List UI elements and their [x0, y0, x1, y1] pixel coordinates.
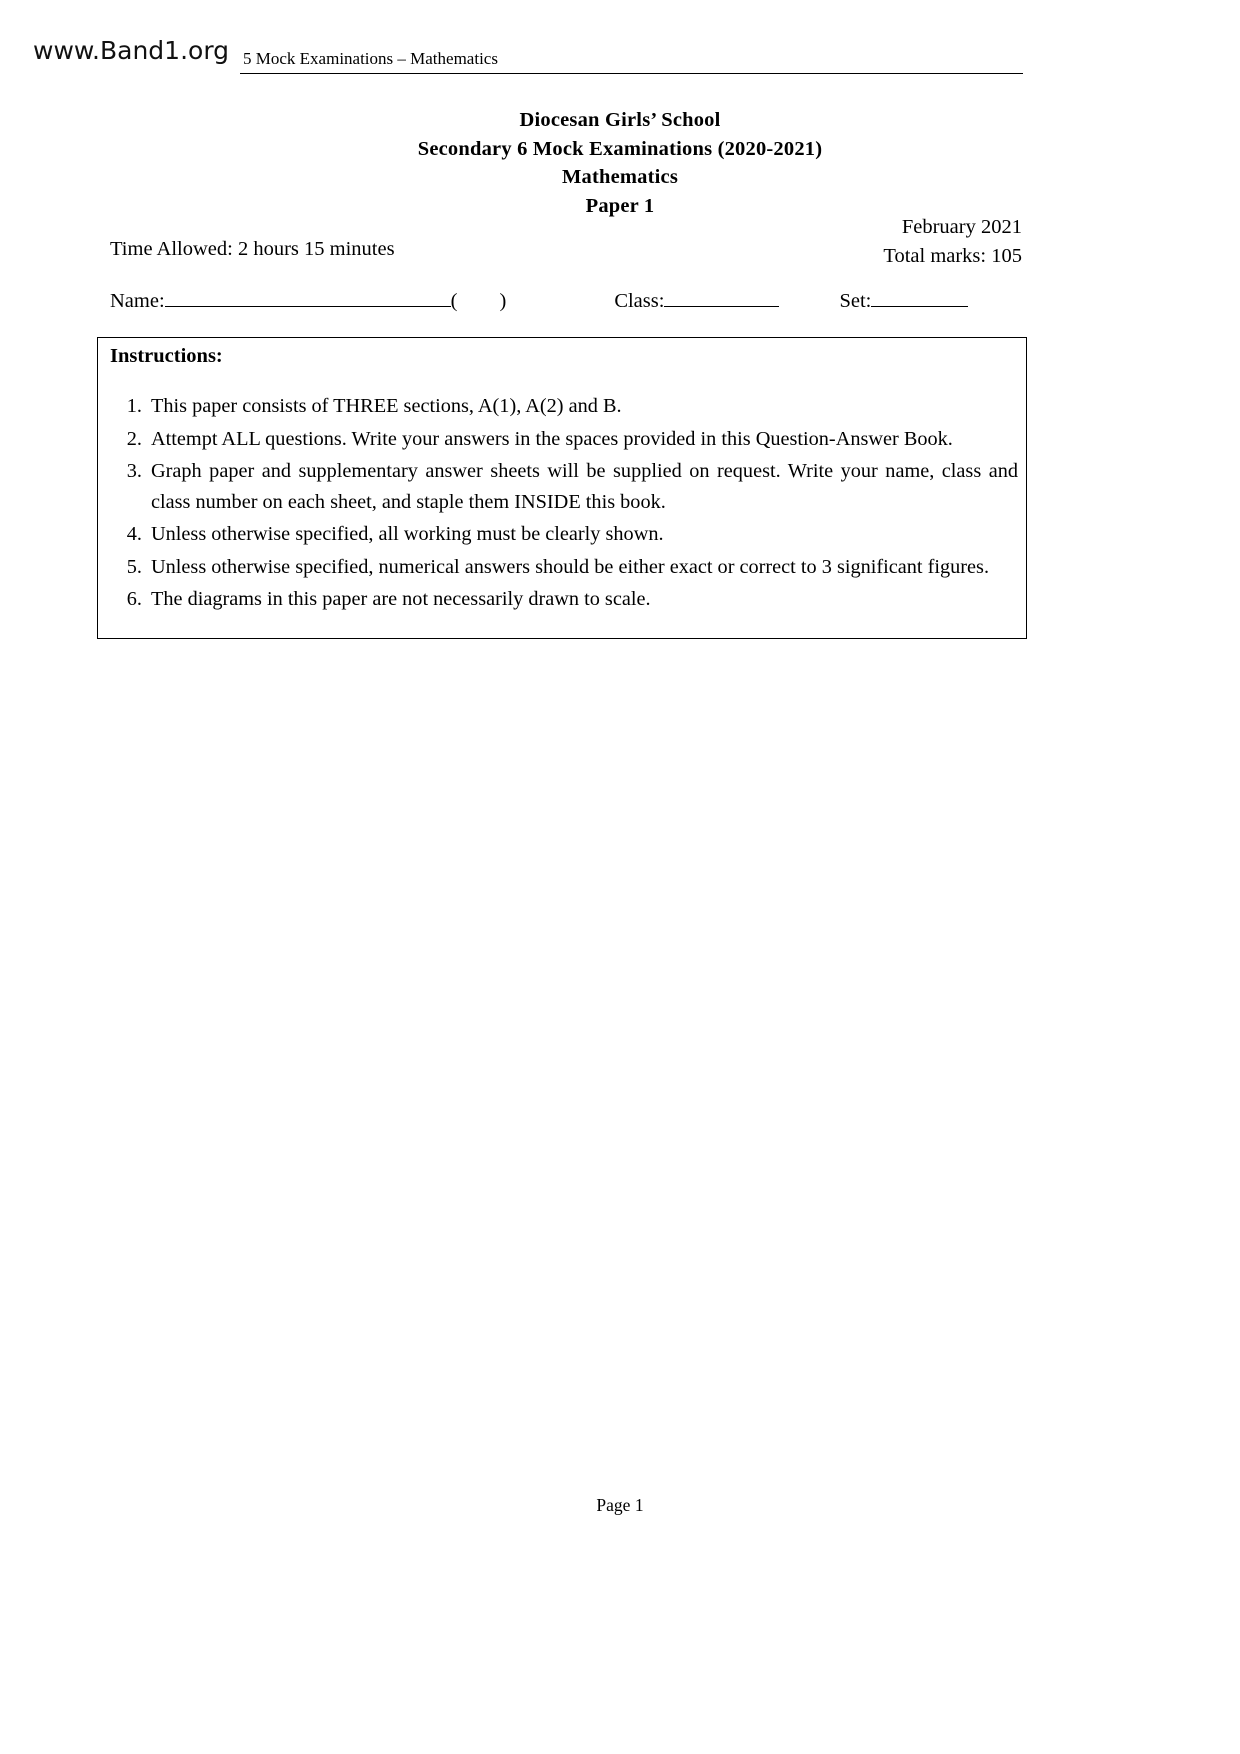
- list-item: [106, 519, 1018, 550]
- list-item: [106, 584, 1018, 615]
- exam-date: February 2021: [901, 216, 1022, 238]
- candidate-details-row: [110, 290, 1020, 313]
- subject-name: Mathematics: [561, 166, 679, 189]
- instructions-list: [106, 391, 1018, 617]
- item-text: Unless otherwise specified, numerical answers should be either exact or correct to 3 significant figures.: [151, 555, 990, 578]
- name-label: Name:: [110, 290, 165, 312]
- item-text: The diagrams in this paper are not necessarily drawn to scale.: [151, 588, 651, 610]
- page-number: Page 1: [596, 1495, 644, 1515]
- paper-number: Paper 1: [585, 194, 655, 217]
- set-field[interactable]: [871, 306, 968, 307]
- item-number: 2.: [126, 427, 142, 450]
- class-field[interactable]: [664, 306, 779, 307]
- name-field[interactable]: [165, 306, 451, 307]
- class-number-paren-close: ): [499, 290, 507, 312]
- item-number: 3.: [126, 460, 142, 482]
- item-text: Unless otherwise specified, all working must be clearly shown.: [151, 523, 664, 545]
- instructions-title: Instructions:: [110, 345, 223, 367]
- item-text: Graph paper and supplementary answer sheets will be supplied on request. Write your name, class and class number on each sheet, and staple them INSIDE this book.: [151, 460, 1018, 513]
- list-item: [106, 391, 1018, 422]
- title-block: [0, 106, 1240, 220]
- site-watermark: www.Band1.org: [33, 36, 230, 65]
- list-item: [106, 552, 1018, 583]
- instructions-box: [97, 337, 1027, 639]
- item-number: 4.: [126, 523, 142, 545]
- item-number: 5.: [126, 555, 142, 578]
- item-number: 6.: [126, 588, 142, 610]
- page-header: [0, 18, 1240, 68]
- school-name: Diocesan Girls’ School: [519, 109, 721, 131]
- item-number: 1.: [126, 395, 142, 417]
- list-item: [106, 456, 1018, 517]
- page-footer: [0, 1495, 1240, 1516]
- time-allowed: Time Allowed: 2 hours 15 minutes: [110, 238, 395, 260]
- item-text: This paper consists of THREE sections, A(1), A(2) and B.: [151, 395, 622, 417]
- exam-meta: [722, 213, 1022, 270]
- running-head: 5 Mock Examinations – Mathematics: [243, 49, 498, 68]
- class-number-paren-open: (: [450, 290, 458, 312]
- set-label: Set:: [839, 290, 872, 312]
- total-marks: Total marks: 105: [883, 244, 1022, 267]
- exam-name: Secondary 6 Mock Examinations (2020-2021): [417, 137, 823, 160]
- list-item: [106, 424, 1018, 455]
- class-label: Class:: [614, 290, 665, 312]
- header-divider: [240, 73, 1023, 74]
- item-text: Attempt ALL questions. Write your answers in the spaces provided in this Question-Answer Book.: [151, 427, 953, 450]
